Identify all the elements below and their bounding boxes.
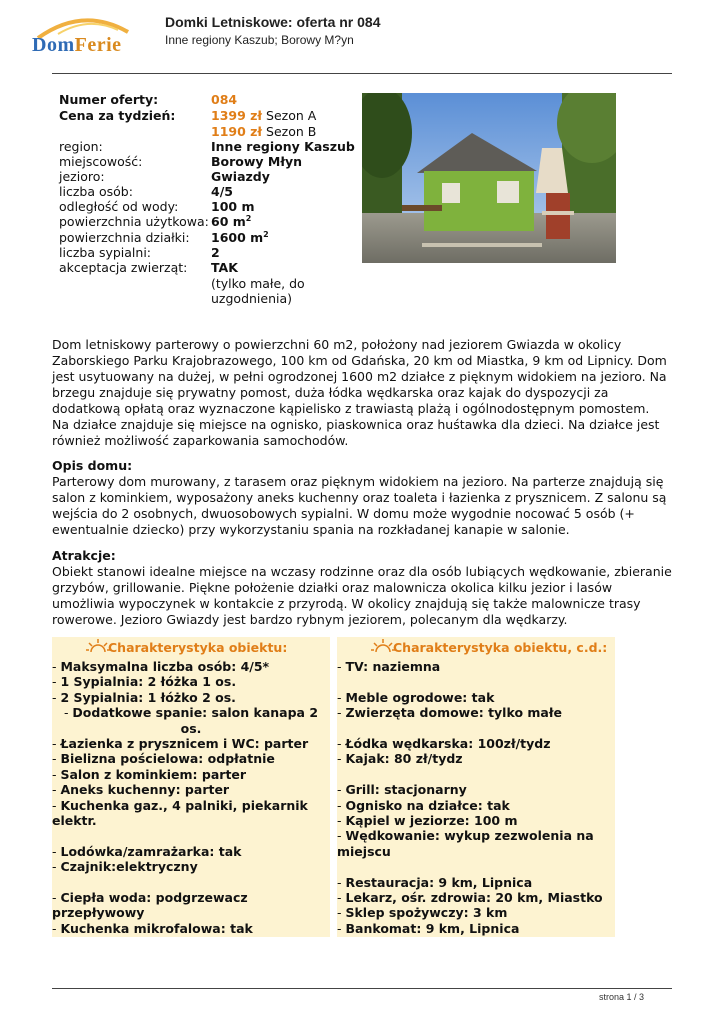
usable-area-label: powierzchnia użytkowa: (59, 214, 209, 229)
logo-wordmark (32, 34, 122, 57)
feature-item: - Kuchenka mikrofalowa: tak (52, 920, 253, 936)
price-a-season: Sezon A (266, 108, 317, 123)
price-label: Cena za tydzień: (59, 108, 176, 123)
plot-area-value: 1600 m (211, 230, 264, 245)
detail-label: odległość od wody: (59, 199, 179, 214)
features-box-right (337, 637, 615, 937)
feature-item: - Aneks kuchenny: parter (52, 782, 230, 798)
features-right-header (337, 637, 615, 657)
area-unit-sup: 2 (245, 213, 252, 223)
house-section-text: Parterowy dom murowany, z tarasem oraz pięknym widokiem na jezioro. Na parterze znajdują się salon z kominkiem, wyposażony aneks kuchenny oraz toaleta i łazienka z prysznicem. Z salonu są wejścia do 2 osobnych, dwuosobowych sypialni. W domu może wygodnie nocować 5 osób (+ ewentualnie dziecko) przy wykorzystaniu spania na rozkładanej kanapie w salonie. (52, 474, 667, 537)
feature-item: - Wędkowanie: wykup zezwolenia na miejscu (337, 828, 594, 859)
house-photo (362, 93, 616, 263)
bedrooms-label: liczba sypialni: (59, 245, 152, 260)
feature-item: - Czajnik:elektryczny (52, 859, 198, 875)
offer-number-label: Numer oferty: (59, 92, 159, 107)
feature-item: - Ognisko na działce: tak (337, 797, 510, 813)
detail-value: Inne regiony Kaszub (211, 139, 355, 154)
sun-icon (371, 638, 395, 654)
features-left-list (52, 659, 330, 936)
feature-item: - 1 Sypialnia: 2 łóżka 1 os. (52, 674, 237, 690)
feature-item: - Maksymalna liczba osób: 4/5* (52, 659, 270, 674)
intro-text: Dom letniskowy parterowy o powierzchni 60 m2, położony nad jeziorem Gwiazda w okolicy Zaborskiego Parku Krajobrazowego, 100 km od Gdańska, 20 km od Miastka, 9 km od Lipnicy. Dom jest usytuowany na dużej, w pełni ogrodzonej 1600 m2 działce z pięknym widokiem na jezioro. Na brzegu znajduje się prywatny pomost, duża łódka wędkarska oraz kajak do dyspozycji za dodatkową opłatą oraz wyznaczone kąpielisko z trawiastą plażą i ogólnodostępnym pomostem. (52, 337, 667, 416)
feature-item: - Bankomat: 9 km, Lipnica (337, 920, 520, 936)
bedrooms-value: 2 (211, 245, 220, 260)
area-unit-sup: 2 (263, 229, 269, 239)
pets-note-2: uzgodnienia) (211, 291, 293, 306)
detail-label: miejscowość: (59, 154, 143, 169)
header-divider (52, 73, 672, 74)
pets-value: TAK (211, 260, 238, 275)
features-left-title: Charakterystyka obiektu: (108, 640, 288, 655)
feature-item: - Grill: stacjonarny (337, 782, 467, 798)
detail-label: liczba osób: (59, 184, 133, 199)
detail-label: jezioro: (59, 169, 105, 184)
feature-item: - Kąpiel w jeziorze: 100 m (337, 813, 518, 829)
feature-item: - Kajak: 80 zł/tydz (337, 751, 463, 767)
feature-item: - Sklep spożywczy: 3 km (337, 905, 508, 921)
footer-divider (52, 988, 672, 989)
attractions-section-title: Atrakcje: (52, 548, 116, 563)
domferie-logo (28, 12, 148, 72)
feature-item: - Restauracja: 9 km, Lipnica (337, 874, 533, 890)
feature-item: - Zwierzęta domowe: tylko małe (337, 705, 562, 721)
page-number: strona 1 / 3 (598, 992, 644, 1002)
features-right-title: Charakterystyka obiektu, c.d.: (393, 640, 608, 655)
feature-item: - TV: naziemna (337, 659, 441, 674)
page-title: Domki Letniskowe: oferta nr 084 (165, 14, 381, 30)
house-section-title: Opis domu: (52, 458, 133, 473)
features-right-list (337, 659, 615, 936)
feature-item: - Bielizna pościelowa: odpłatnie (52, 751, 275, 767)
feature-item: - Salon z kominkiem: parter (52, 766, 247, 782)
price-a-amount: 1399 zł (211, 108, 263, 123)
sun-icon (86, 638, 110, 654)
feature-item: - 2 Sypialnia: 1 łóżko 2 os. (52, 689, 236, 705)
detail-value: Gwiazdy (211, 169, 270, 184)
features-left-header (52, 637, 330, 657)
detail-value: 4/5 (211, 184, 233, 199)
feature-item: - Łódka wędkarska: 100zł/tydz (337, 736, 551, 751)
feature-item: - Meble ogrodowe: tak (337, 689, 495, 705)
pets-label: akceptacja zwierząt: (59, 260, 188, 275)
offer-number-value: 084 (211, 92, 238, 107)
detail-value: Borowy Młyn (211, 154, 303, 169)
house-photo-image (362, 93, 616, 263)
feature-item: - Lodówka/zamrażarka: tak (52, 843, 242, 859)
logo-dom: Dom (32, 34, 75, 56)
detail-label: region: (59, 139, 103, 154)
intro-text-2: Na działce znajduje się miejsce na ognisko, piaskownica oraz huśtawka dla dzieci. Na działce jest również możliwość zaparkowania samochodów. (52, 417, 660, 448)
feature-item: - Ciepła woda: podgrzewacz przepływowy (52, 890, 248, 921)
feature-item: - Łazienka z prysznicem i WC: parter (52, 736, 309, 752)
plot-area-label: powierzchnia działki: (59, 230, 190, 245)
page-subtitle: Inne regiony Kaszub; Borowy M?yn (165, 33, 354, 47)
attractions-description (52, 548, 672, 628)
house-description (52, 458, 672, 538)
features-box-left (52, 637, 330, 937)
logo-ferie: Ferie (74, 34, 122, 56)
feature-item: - Kuchenka gaz., 4 palniki, piekarnik elektr. (52, 797, 308, 829)
feature-item: - Lekarz, ośr. zdrowia: 20 km, Miastko (337, 890, 603, 906)
detail-value: 100 m (211, 199, 255, 214)
price-b-amount: 1190 zł (211, 124, 263, 139)
price-b-season: Sezon B (266, 124, 317, 139)
feature-item: - Dodatkowe spanie: salon kanapa 2 os. (63, 705, 319, 736)
description-intro (52, 337, 672, 449)
attractions-section-text: Obiekt stanowi idealne miejsce na wczasy rodzinne oraz dla osób lubiących wędkowanie, zbieranie grzybów, grillowanie. Piękne położenie działki oraz malownicza okolica kilku jezior i lasów umożliwia wypoczynek w kontakcie z przyrodą. W okolicy znajdują się także malownicze trasy rowerowe. Jezioro Gwiazdy jest bardzo rybnym jeziorem, polecanym dla wędkarzy. (52, 564, 672, 627)
usable-area-value: 60 m (211, 214, 246, 229)
pets-note-1: (tylko małe, do (211, 276, 305, 291)
